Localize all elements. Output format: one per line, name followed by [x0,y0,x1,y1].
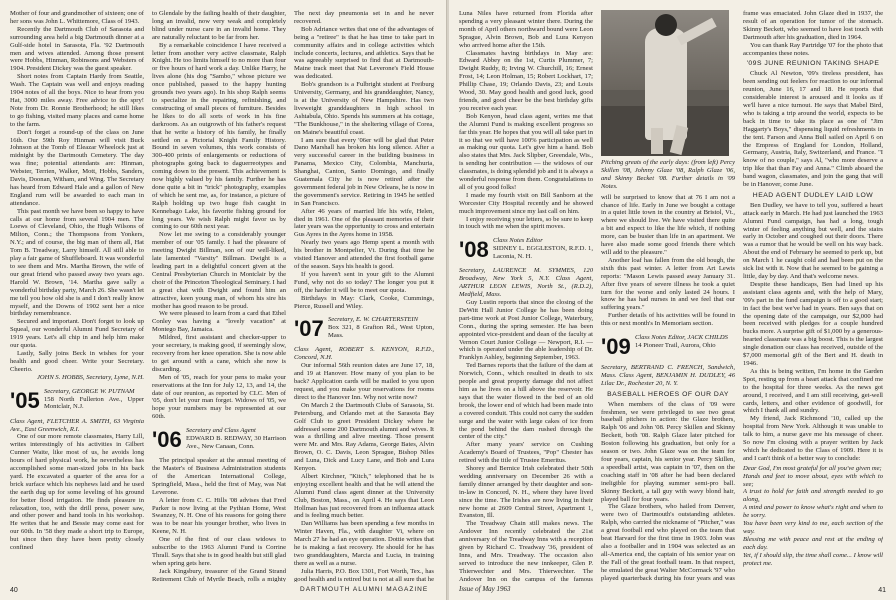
class-header-1907 [294,316,434,342]
right-col-2 [601,10,735,582]
class-number: '09 [601,334,631,360]
secretary-address: SIDNEY L. EGGLESTON, R.F.D. 1, Laconia, N. H. [493,245,593,261]
left-col-2 [152,10,286,582]
right-col-3 [743,10,883,582]
issue-footer: Issue of May 1963 [459,585,511,593]
paragraph: Dan Williams has been spending a few months in Winter Haven, Fla., with daughter Vi, where on March 27 he had an eye operation. Dottie writes that he is making a fast recovery. He should for he has two granddaughters, Marcia and Lucia, in training there as well as a nurse. [294,520,434,567]
paragraph: Luna Niles have returned from Florida after spending a very pleasant winter there. During the month of April others northward bound were Leon Sprague, Alvin Brown, Bob and Lura Kenyon who arrived home after the 15th. [459,10,593,49]
paragraph: Lastly, Sally joins Beck in wishes for your health and good cheer. Write your Secretary. Cheerio. [10,349,144,373]
paragraph: Despite these handicaps, Ben had lined up his assistant class agents and, with the help of Mary, '09's part in the fund campaign is off to a good start; in fact the best we've had in years. Ben says that on the opening date of the campaign, our $2,000 had been received with pledges for a couple hundred bucks more. A surprise gift of $1,000 by a generous-hearted classmate was a big boost. This is the largest single donation our class has received, outside of the $7,000 memorial gift of the Bert and H. death in 1946. [743,280,883,367]
paragraph: Secured and important. Don't forget to look up Squeal, our wonderful Alumni Fund Secretary of 1919 years. Let's all chip in and help him make our quota. [10,318,144,350]
paragraph: The Glaze brothers, who hailed from Denver, were two of Dartmouth's outstanding athletes. Ralph, who carried the nickname of "Pitcher," was a great football end who played on the team that beat Harvard for the first time in 1903. John was also a footballer and in 1904 was selected as an all-America end, the captain of his senior year on the Fall of the great football team. In that respect, he emulated the great Walter McCormack '97 who played quarterback during his four years and was [601,503,735,582]
paragraph: The next day pneumonia set in and he never recovered. [294,10,434,25]
paragraph: Birthdays in May: Clark, Cooke, Cummings, Pierce, Russell and Wiley. [294,294,434,310]
paragraph: to Glendale by the failing health of their daughter, long an invalid, now very weak and completely blind under nurse care in an invalid home. They are naturally reluctant to be far from her. [152,10,286,41]
poem-line: You have been very kind to me, each section of the way. [743,520,883,535]
class-agent: Class Agent, FLETCHER A. SMITH, 63 Virginia Ave., East Greenwich, R.I. [10,417,144,433]
paragraph: On March 2 the Dartmouth Clubs of Sarasota, St. Petersburg, and Orlando met at the Sarasota Bay Golf Club to greet President Dickey where he addressed some 200 Dartmouth alumni and wives. It was a thrilling and alive meeting. Those present were Mr. and Mrs. Ray Adams, George Bates, Alvin Brown, O. C. Davis, Leon Sprague, Bishop Niles and Luna, Dick and Lucy Lane, and Bob and Lura Kenyon. [294,401,434,473]
paragraph: After many years' service on Cushing Academy's Board of Trustees, "Pop" Chester has retired with the title of Trustee Emeritus. [459,441,593,465]
paragraph: Guy Lustin reports that since the closing of the DeWitt Hall Junior College he has been doing part-time work at Post Junior College, Waterbury, Conn., during the spring semester. He has been appointed vice-president and dean of the faculty at Vernon Court Junior College — Newport, R.I. — which is operated under the able leadership of Dr. Franklyn Ashley, beginning September, 1963. [459,299,593,362]
page-number: 41 [878,587,886,594]
paragraph: Julia Harris, P.O. Box 1301, Fort Worth, Tex., has good health and is retired but is not at all sure that he [294,567,434,582]
paragraph: Mildred, first assistant and checker-upper to your secretary, is making good, if seemingly slow, recovery from her knee operation. She is now able to get around with a cane, which she now is discarding. [152,334,286,373]
secretary-address: EDWARD B. REDWAY, 30 Harrison Ave., New Canaan, Conn. [186,435,286,450]
class-header-1906 [152,427,286,453]
paragraph: Don't forget a round-up of the class on June 16th. Our 59th Roy Hinman will visit Buck Johnson at the Tomb of Eleazar Wheelock just at midnight by the Dartmouth Cemetery. The day was fine; potential attendants are: Hinman, Webster, Terrien, Walker, Mott, Hobbs, Sanders, Davis, Doonan, Witham, and Wing. The Secretary has heard from Edward Hale and a gallon of New England rum will be awarded to each man in attendance. [10,128,144,207]
class-agent: Class Agent, ROBERT S. KENYON, R.F.D., Concord, N.H. [294,346,434,362]
paragraph: Nearly two years ago Hemp spent a month with his brother in Montpelier, Vt. During that time he visited Hanover and attended the first football game of the season. Says his health is good. [294,239,434,270]
class-header-1909 [601,334,735,360]
secretary-line: Class Notes Editor, JACK CHILDS [635,334,728,342]
paragraph: Short notes from Captain Hardy from Seattle, Wash. The Captain was well and enjoys reading 1904 notes of all the boys. Nice to hear from you Hat, 3000 miles away. Free advice to the spry! Note from Dr. Ronnie Brotherhood; he still likes to go fishing, visited many places and came home to the farm. [10,73,144,128]
section-subhead: HEAD AGENT DUDLEY LAID LOW [752,191,874,199]
paragraph: Bob Adriance writes that one of the advantages of being a "retiree" is that he has time to take part in community affairs and in college activities which include concerts, lectures, and athletics. Says that he was agreeably surprised to find that at Dartmouth-Maine track meet that Nat Leverone's Field House was dedicated. [294,25,434,81]
poem-line: Yet, if I should slip, the time shall come... I know will protect me. [743,551,883,567]
paragraph: I enjoy receiving your letters, so be sure to keep in touch with me when the spirit moves. [459,215,593,231]
class-header-1905 [10,388,144,414]
paragraph: If you haven't sent in your gift to the Alumni Fund, why not do so today? The longer you put it off, the harder it will be to meet our quota. [294,270,434,294]
secretary-address: Box 321, 8 Grafton Rd., West Upton, Mass. [328,324,434,340]
poem-line: A trust to hold for faith and strength needed to go along, [743,488,883,504]
class-number: '06 [152,427,182,453]
page-number: 40 [10,587,18,594]
poem-line: Hands and feet to move about, eyes with which to see; [743,472,883,488]
paragraph: Men of '05, reach for your pens to make your reservations at the Inn for July 12, 13, and 14, the date of our reunion, as reported by CLC. Men of '05, don't let your man forget. Widows of '05, we hope your numbers may be represented at our 60th. [152,373,286,421]
class-number: '05 [10,387,40,413]
paragraph: A letter from C. C. Hills '08 advises that Fred Parker is now living at the Pythian Home, West Swanzey, N. H. One of his reasons for going there was to be near his younger brother, who lives in Keene, N. H. [152,496,286,536]
paragraph: As this is being written, I'm home in the Garden Spot, resting up from a heart attack that confined me to the hospital for three weeks. As the news got around, I received, and I am still receiving, get-well cards, letters, and other evidence of goodwill, for which I thank all and sundry. [743,367,883,415]
left-col-1 [10,10,144,582]
paragraph: I made my fourth visit on Bill Sanborn at the Worcester City Hospital recently and he showed much improvement since my last call on him. [459,191,593,215]
section-subhead: BASEBALL HEROES OF OUR DAY [607,390,729,398]
paragraph: You can thank Ray Partridge '07 for the photo that accompanies these notes. [743,41,883,57]
paragraph: My friend, Jack Richmond '10, called up the hospital from New York. Although it was unable to talk to him, a nurse gave me his message of cheer. So now I'm closing with a prayer written by Jack which he dedicated to the Class of 1909. Here it is and I can't think of a better way to conclude: [743,415,883,462]
class-agent: Secretary, BERTRAND C. FRENCH, Sandwich, Mass. Class Agent, BENJAMIN H. DUDLEY, 46 Lilac Dr., Rochester 20, N. Y. [601,364,735,387]
paragraph: Ben Dudley, we have to tell you, suffered a heart attack early in March. He had just launched the 1963 Alumni Fund campaign, has had a long, tough winter of feeling anything but well, and the stairs early in October and coughed out their doors. There was a rumor that he would be well on his way back. About the end of February he seemed to perk up, but on March 1 he caught cold and had been put on the sick list with it. Now that he seemed to be gaining a little, day by day. And that's welcome news. [743,201,883,280]
paragraph: By a remarkable coincidence I have received a letter from another very active classmate, Ralph Knight. He too limits himself to no more than four or five hours of hard work a day. Unlike Harry, he lives alone (his dog "Sambo," whose picture we once published, passed to the happy hunting grounds two years ago). In his shop Ralph seems to specialize in the repairing, refinishing, and constructing of small pieces of furniture. Besides he likes to do all sorts of work in his fine darkroom. As an outgrowth of his father's request that he write a history of his family, he finally settled on a Pictorial Knight Family History. Bound in seven volumes, this work consists of 300-400 prints of enlargements or reductions of photographs going back to daguerreotypes and coming down to the present. This achievement is now highly valued by his family. Further he has done quite a bit in "trick" photography, examples of which he sent me, as, for instance, a picture of Ralph holding up two huge fish caught in Kennebago Lake, his favorite fishing ground for long years. We wish Ralph might favor us by coming to our 60th next year. [152,41,286,231]
paragraph: When members of the class of '09 were freshmen, we were privileged to see two great baseball pitchers in action: the Glaze brothers, Ralph '06 and John '08. Percy Skillen and Skinny Beckett, both '08. Ralph Glaze later pitched for Boston following his graduation, but only for a season or two. John Glaze was on the team for four years, captain, his senior year. Percy Skillen, a speedball artist, was captain in '07, then on the coaching staff in '08 after he had been declared ineligible for playing summer semi-pro ball. Skinny Beckett, a tall guy with wavy blond hair, played ball for four years. [601,400,735,503]
signature: JOHN S. HOBBS, Secretary, Lyme, N.H. [36,373,144,381]
left-col-3 [294,10,434,582]
photo-caption: Pitching greats of the early days: (from left) Percy Skillen '08, Johnny Glaze '08, Ralph Glaze '06, and Skinny Becket '08. Further details in '09 Notes. [601,159,735,190]
poem-line: Dear God, I'm most grateful for all you've given me; [743,464,882,472]
paragraph: Chuck Al Newton, '09's tireless president, has been sending out feelers for reaction to our informal reunion, June 16, 17 and 18. He reports that considerable interest is aroused and it looks as if we'll have a nice turnout. He says that Mabel Bird, who is taking a trip around the world, expects to be back in time to take its place as one of "Jim Haggarty's Boys," dispensing liquid refreshments in the tent. Farson and Anna Bull sailed on April 6 on the Empress of England for London, Holland, Germany, Austria, Italy, Switzerland, and France. "I know of no couple," says Al, "who more deserve a trip like that than Fay and Anna." Climb aboard the band wagon, classmates, and join the gang that will be in Hanover, come June. [743,70,883,189]
class-number: '08 [459,237,489,263]
poem-line: A mind and power to know what's right and when to be sorry. [743,504,883,520]
paragraph: Our informal 56th reunion dates are June 17, 18, and 19 at Hanover. How many of you plan to be back? Application cards will be mailed to you upon request, and you make your reservations for rooms direct to the Hanover Inn. Why not write now? [294,362,434,401]
paragraph: The principal speaker at the annual meeting of the Master's of Business Administration students of the American International College, Springfield, Mass., held the first of May, was Nat Leverone. [152,457,286,496]
paragraph: Albert Kirchner, "Kitch," telephoned that he is enjoying excellent health and that he will attend the Alumni Fund class agent dinner at the University Club, Boston, Mass., on April 4. He says that Leon Hollman has just recovered from an influenza attack and is feeling much better. [294,472,434,520]
paragraph: One of our more remote classmates, Harry Lill, writes interestingly of his activities in Gilbert Cunner Waite, like most of us, he avoids long hours of hard physical work, he nevertheless has accomplished some man-sized jobs in his back yard. He excavated a quarter of the area for a brick surface which his nephews laid and he used the earth dug up for some leveling of his ground for better flood irrigation. He finds pleasure in relaxation, too, with the drill press, power saw, and other power and hand tools in his workshop. He writes that he and Bessie may come east for our 60th. In '58 they made a short trip to Europe, but since then they have been pretty closely confined [10,433,144,552]
paragraph: This past month we have been so happy to have calls at our home from several 1904 men. The Loews of Cleveland, Ohio, the Hugh Wilsons of Milton, Conn.; the Thompsons from Yonkers, N.Y.; and of course, the big man of them all, Hat Tom B. Treadway, Larry himself. All still able to play a fair game of Shuffleboard. It was wonderful to see them and Mrs. Martha Brown, the wife of our great friend who passed away two years ago. Harold W. Brown, '14. Martha gave sally a wonderful birthday party, March 26. She wasn't let me tell you how old she is and I don't really know myself, and the Downs of 1902 sent her a nice birthday remembrance. [10,207,144,318]
magazine-footer: DARTMOUTH ALUMNI MAGAZINE [300,586,429,593]
right-col-1 [459,10,593,582]
poem [743,465,883,568]
paragraph: Classmates having birthdays in May are: Edward Abbey on the 1st, Curtis Plummer, 7; Dwight Ruddy, 8; Irving W. Churchill, 16; Ernest Frost, 14; Leon Holman, 15; Robert Lockhart, 17; Phillip Chase, 19; Orlando Davis, 23; and Louis Wood, 30. May good health and good luck, good friends, and good cheer be the best birthday gifts you receive each year. [459,49,593,112]
paragraph: Another loaf has fallen from the old bough, the sixth this past winter. A letter from Art Lewis reports: "Mason Lewis passed away January 31. After five years of severe illness he took a quiet turn for the worse and only lasted 24 hours. I know he has had nurses in and we feel that our suffering years." [601,256,735,312]
class-number: '07 [294,316,324,342]
paragraph: The Treadway Chain still makes news. The Andover Inn recently celebrated the 21st anniversary of the Treadway Inns with a reception given by Richard C. Treadway '36, president of Inns, and Mrs. Treadway. The occasion also served to introduce the new innkeeper, Glen P. Thierwechter and Mrs. Thierwechter. The Andover Inn on the campus of the famous [459,520,593,582]
paragraph: One of the first of our class widows to subscribe to the 1963 Alumni Fund is Corrine Thrall. Says that she is in good health but still glad when spring gets here. [152,536,286,567]
paragraph: We were pleased to learn from a card that Ethel Conley was having a "lovely vacation" at Montego Bay, Jamaica. [152,310,286,334]
paragraph: Shorey and Bernice Irish celebrated their 50th wedding anniversary on December 26 with a family dinner arranged by their daughter and son-in-law in Concord, N. H., where they have lived since the time. The Irishes are now living in their new home at 2609 Central Street, Apartment 1, Evanston, Ill. [459,465,593,520]
secretary-line: Secretary, GEORGE W. PUTNAM [44,387,135,395]
paragraph: Jack Kingsbury, treasurer of the Grand Strand Retirement Club of Myrtle Beach, rolls a mighty [152,567,286,582]
secretary-address: 14 Pioneer Trail, Aurora, Ohio [635,341,716,349]
paragraph: After 46 years of married life his wife, Helen, died in 1961. One of the pleasant memories of their later years was the opportunity to cross and entertain Gus Ayres in the Ayres home in 1958. [294,207,434,239]
baseball-pitcher-photo [601,10,729,156]
right-page [449,0,896,600]
paragraph: Ted Barnes reports that the failure of the dam at Norwich, Conn., which resulted in death to six people and great property damage did not affect him as he lives on a hill above the reservoir. He says that the water flowed in the bed of an old brook, the lower end of which had been made into a covered conduit. This could not carry the sudden surge and the water with large cakes of ice from the pond behind the dam rushed through the center of the city." [459,362,593,441]
class-agent: Secretary, LAURENCE M. SYMMES, 120 Broadway, New York 5, N.Y. Class Agent, ARTHUR LEON LEWIS, North St., (R.D.2), Medfield, Mass. [459,267,593,299]
poem-line: Blessing me with peace and rest at the ending of each day. [743,535,883,551]
section-subhead: '09S JUNE REUNION TAKING SHAPE [746,60,880,68]
secretary-line: Class Notes Editor [493,237,543,245]
paragraph: Now let me swing to a considerably younger member of our '05 family. I had the pleasure of meeting Dwight Billman, son of our well-liked, late lamented "Varsity" Billman. Dwight is a leading part in a delightful concert given at the Central Presbyterian Church in Montclair by the choir of the Princeton Theological Seminary. I had a great chat with Dwight and found him an attractive, keen young man, of whom his sire his mother has good reason to be proud. [152,231,286,310]
paragraph: Bob's grandson is a Fulbright student at Freiburg University, Germany, and his granddaughter, Nancy, is at the University of New Hampshire. Has two liveweight granddaughters in high school in Ashtabula, Ohio. Spends his summers at his cottage, "The Bunkhouse," in the sheltering village of Corea, on Maine's beautiful coast. [294,81,434,136]
paragraph: I am sure that every '06er will be glad that Peter Dano Marshall has broken his long silence. After a very successful career in the building business in Panama, Mexico City, Colombia, Manchuria, Shanghai, Canton, Santo Domingo, and finally Guatemala City he is now retired after the government federal job in New Orleans, he is now in the government's service. Retiring in 1945 he settled in San Francisco. [294,136,434,207]
secretary-line: Secretary, E. W. CHARTERSTEIN [328,316,418,324]
paragraph: Mother of four and grandmother of sixteen; one of her sons was John L. Whittemore, Class of 1943. [10,10,144,25]
left-page [0,0,447,600]
secretary-address: 158 North Fullerton Ave., Upper Montclair, N.J. [44,395,144,411]
paragraph: will be surprised to know that at 76 I am not a chance of life. Early in June we bought a cottage in a quiet little town in the country at Bristol, Vt., where we should live. We have visited there quite a bit and expect to like the life which, if nothing more, can be busier than life in an apartment. We have also made some good friends there which will add to the pleasure." [601,193,735,256]
paragraph: frame was emaciated. John Glaze died in 1937, the result of an operation for tumor of the stomach. Skinny Beckett, who seemed to have lost touch with Dartmouth after his graduation, died in 1964. [743,10,883,41]
secretary-line: Secretary and Class Agent [186,427,256,435]
paragraph: Further details of his activities will be found in this or next month's In Memoriam section. [601,312,735,328]
paragraph: Recently the Dartmouth Club of Sarasota and surrounding area held a big Dartmouth dinner at a Gulf-side hotel in Sarasota, Fla. '92 Dartmouth men and wives attended. Among those present were Hobbs, Hinman, Robinsons and Websters of 1904. President Dickey was the guest speaker. [10,25,144,73]
paragraph: Bob Kenyon, head class agent, writes me that the Alumni Fund is making excellent progress so far this year. He hopes that you will all take part in it so that we will have 100% participation as well as making our quota. Let's give him a hand. Bob also states that Mrs. Jack Slipber, Greendale, Wis., is sending her contribution — the widows of our classmates, is doing splendid job and it is always a wonderful response from them. Congratulations to all of you good folks! [459,112,593,191]
class-header-1908 [459,237,593,263]
